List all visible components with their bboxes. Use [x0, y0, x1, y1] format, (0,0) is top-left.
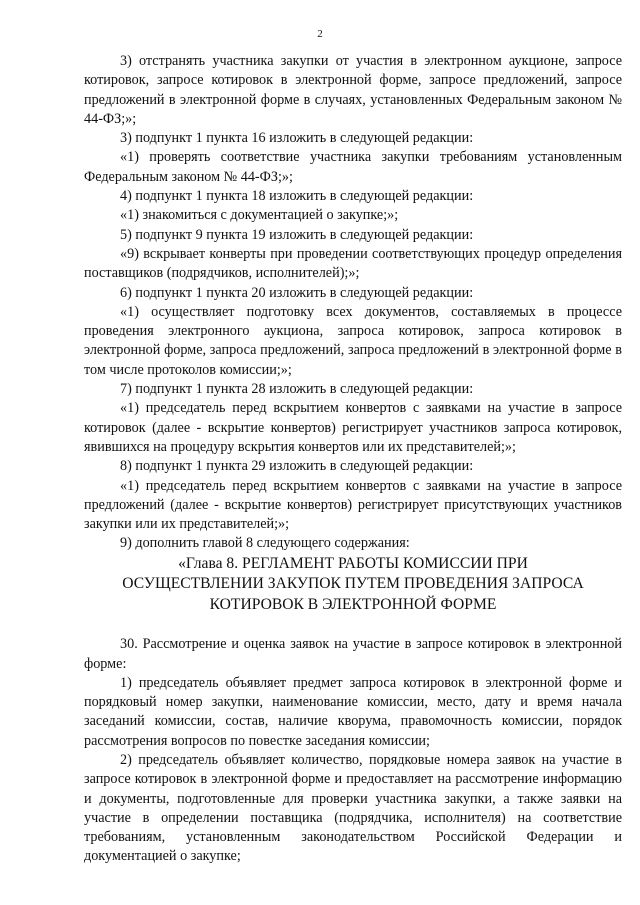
amendment-paragraph: 7) подпункт 1 пункта 28 изложить в следующей редакции: [120, 381, 474, 398]
amendment-paragraph: 3) отстранять участника закупки от участия в электронном аукционе, запросе котировок, запросе котировок в электронной форме, запросе предложений, запросе предложений в электронной форме в случаях, установленных Федеральным законом № 44-ФЗ;»; [84, 53, 622, 127]
amendment-paragraph: 5) подпункт 9 пункта 19 изложить в следующей редакции: [120, 226, 474, 243]
amendment-paragraph: «9) вскрывает конверты при проведении соответствующих процедур определения поставщиков (подрядчиков, исполнителей);»; [84, 245, 622, 282]
amendment-paragraph: 4) подпункт 1 пункта 18 изложить в следующей редакции: [120, 188, 474, 205]
chapter-title-line: ОСУЩЕСТВЛЕНИИ ЗАКУПОК ПУТЕМ ПРОВЕДЕНИЯ ЗАПРОСА [122, 575, 584, 593]
amendment-paragraph: «1) председатель перед вскрытием конвертов с заявками на участие в запросе котировок (далее - вскрытие конвертов) регистрирует участников запроса котировок, явившихся на процедуру вскрытия конвертов или их представителей;»; [84, 400, 622, 455]
section-paragraph: 30. Рассмотрение и оценка заявок на участие в запросе котировок в электронной форме: [84, 636, 622, 672]
section-paragraph: 2) председатель объявляет количество, порядковые номера заявок на участие в запросе котировок в электронной форме и предоставляет на рассмотрение информацию и документы, подготовленные для проверки участника закупки, а также заявки на участие в определении поставщика (подрядчика, исполнителя) на соответствие требованиям, установленным законодательством Российской Федерации и документацией о закупке; [84, 752, 622, 865]
chapter-title-line: КОТИРОВОК В ЭЛЕКТРОННОЙ ФОРМЕ [209, 595, 497, 613]
amendment-paragraph: «1) осуществляет подготовку всех документов, составляемых в процессе проведения электронного аукциона, запроса котировок, запроса котировок в электронной форме, запроса предложений, запроса предложений в электронной форме в том числе протоколов комиссии;»; [84, 303, 622, 378]
chapter-title-line: «Глава 8. РЕГЛАМЕНТ РАБОТЫ КОМИССИИ ПРИ [178, 554, 528, 572]
amendment-paragraph: «1) знакомиться с документацией о закупке;»; [120, 207, 399, 224]
amendment-paragraph: 6) подпункт 1 пункта 20 изложить в следующей редакции: [120, 284, 474, 301]
amendment-paragraph: «1) председатель перед вскрытием конвертов с заявками на участие в запросе предложений (далее - вскрытие конвертов) регистрирует присутствующих участников закупки или их представителей;»; [84, 477, 622, 533]
section-paragraph: 1) председатель объявляет предмет запроса котировок в электронной форме и порядковый номер закупки, наименование комиссии, место, дату и время начала заседаний комиссии, состав, наличие кворума, правомочность комиссии, порядок рассмотрения вопросов по повестке заседания комиссии; [84, 674, 622, 749]
page-number: 2 [317, 28, 323, 40]
amendment-paragraph: «1) проверять соответствие участника закупки требованиям установленным Федеральным законом № 44-ФЗ;»; [84, 149, 622, 185]
chapter-title [84, 554, 622, 616]
spacer [84, 615, 622, 635]
amendment-paragraph: 3) подпункт 1 пункта 16 изложить в следующей редакции: [120, 130, 474, 147]
amendment-paragraph: 8) подпункт 1 пункта 29 изложить в следующей редакции: [120, 458, 474, 475]
document-body [84, 52, 622, 867]
amendment-paragraph: 9) дополнить главой 8 следующего содержания: [120, 535, 410, 552]
